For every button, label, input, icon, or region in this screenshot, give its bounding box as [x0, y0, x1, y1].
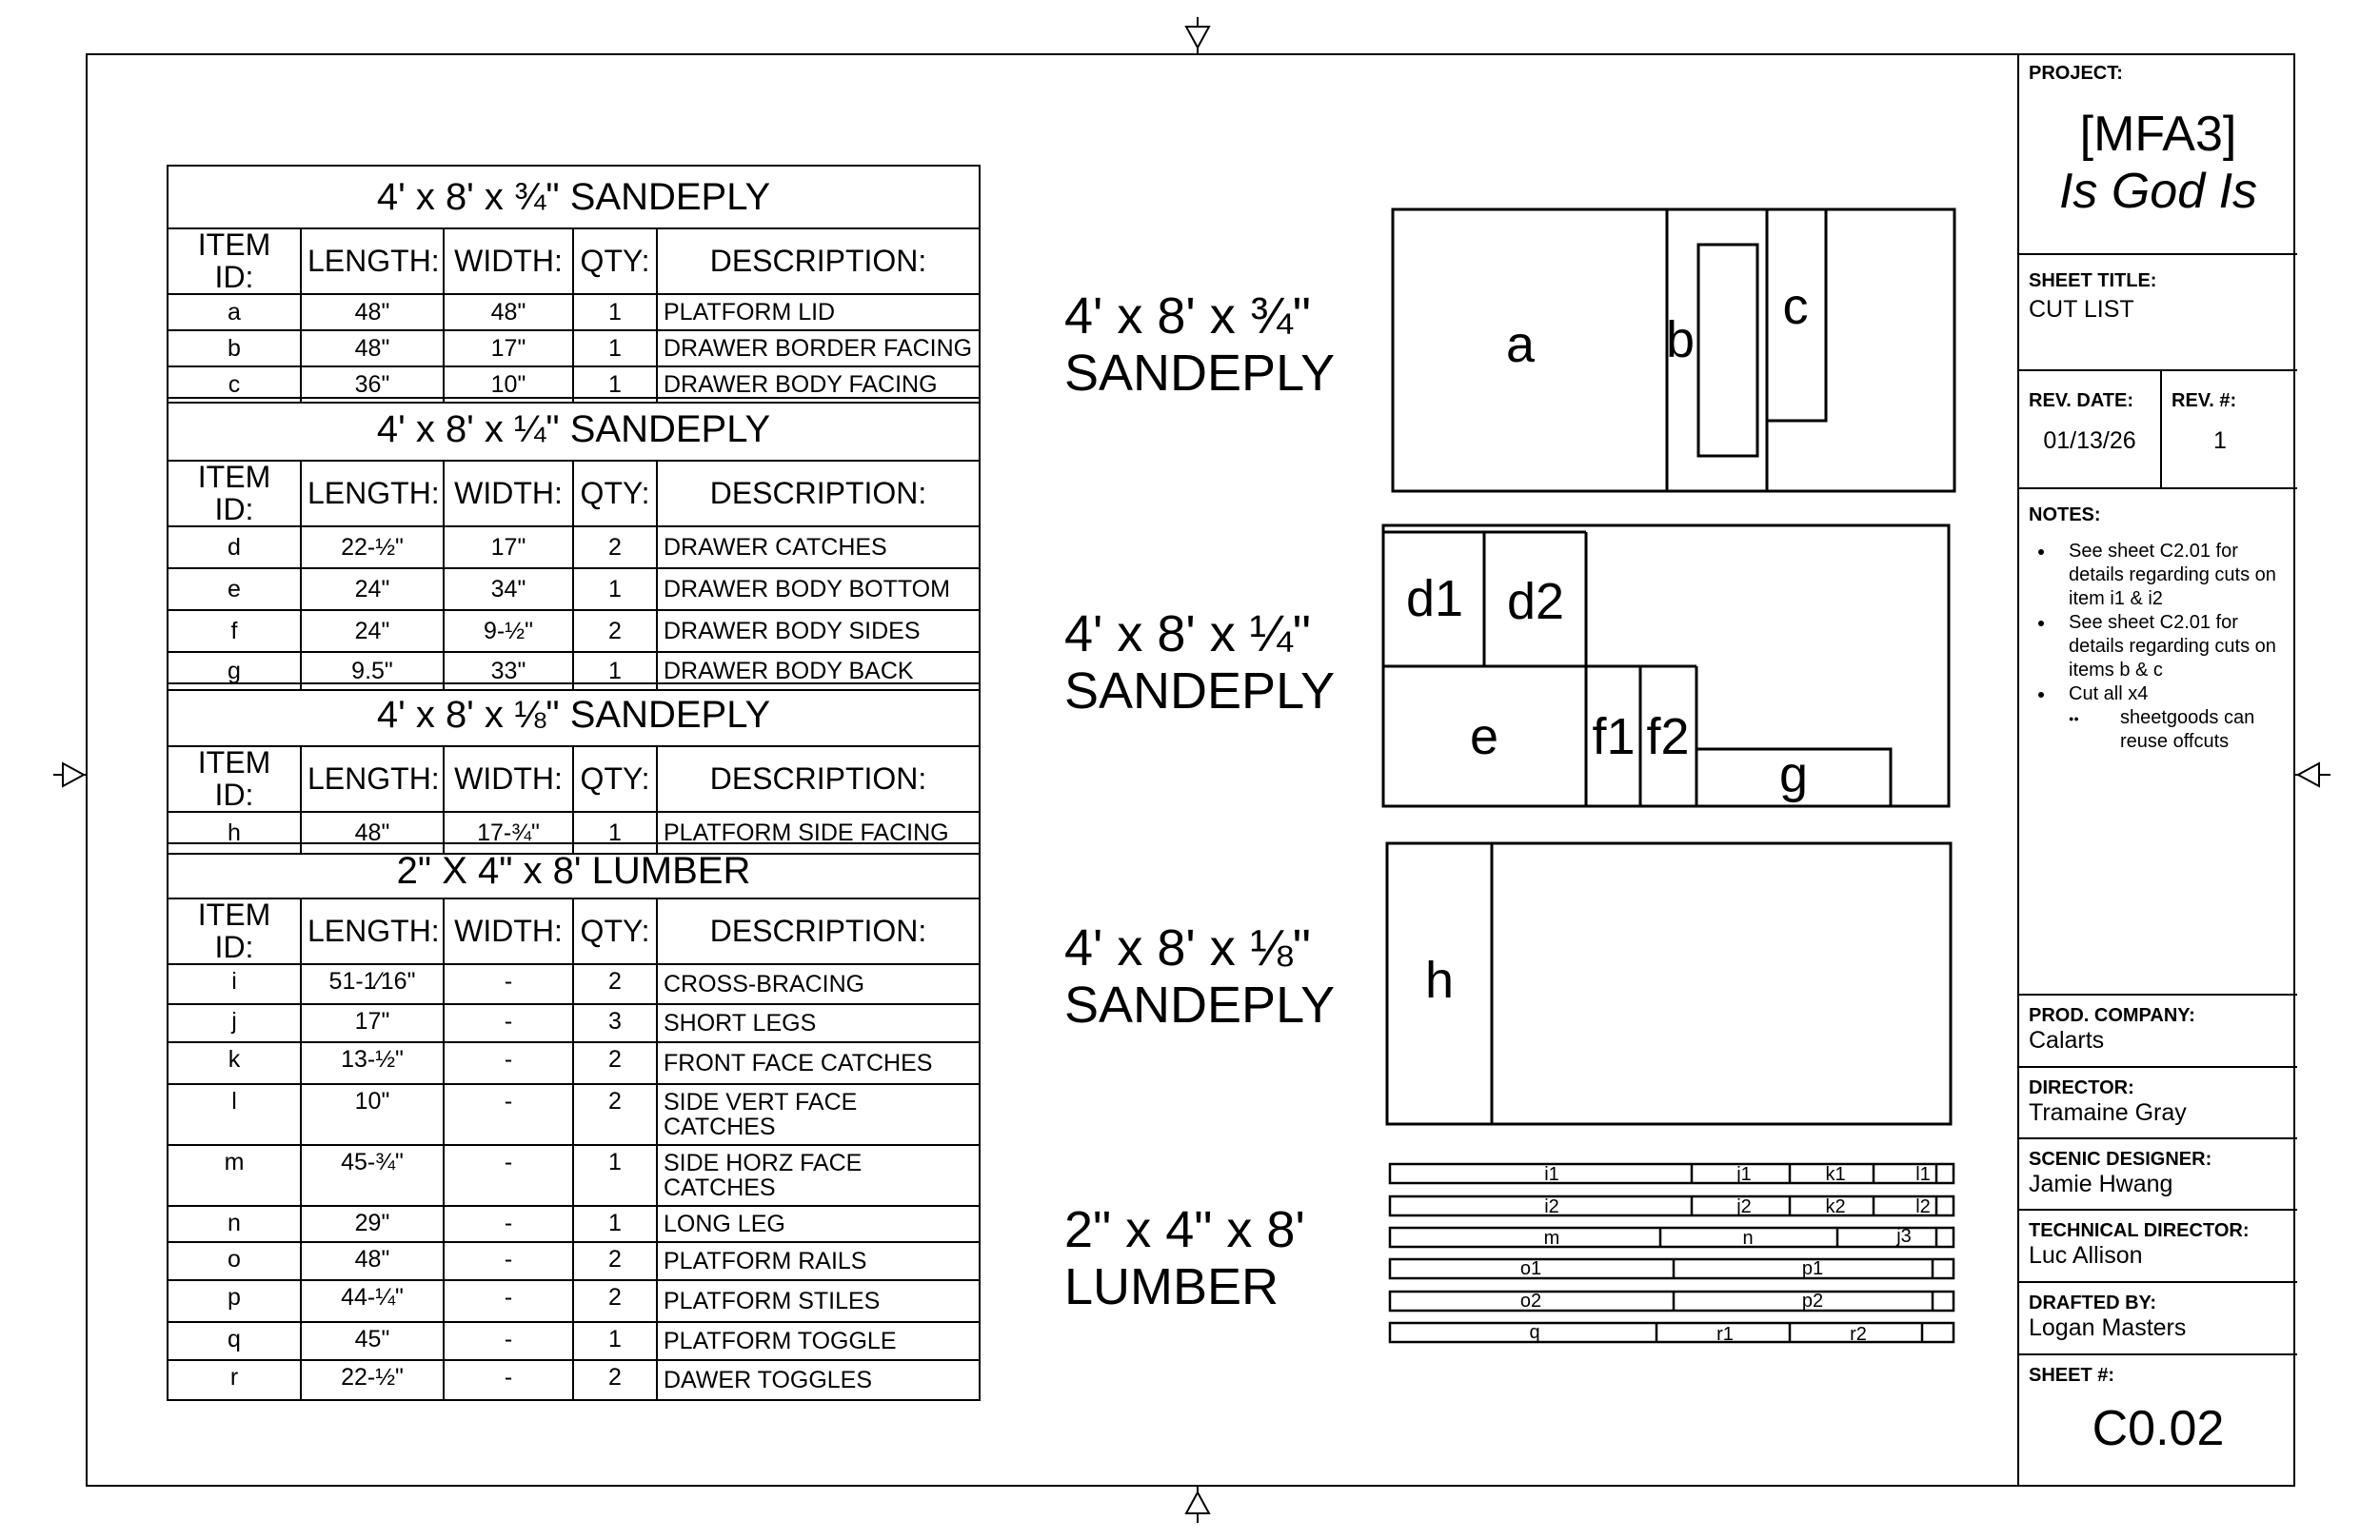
- sheet-title-label: SHEET TITLE:: [2029, 270, 2157, 291]
- stock-label-line: 2" x 4" x 8': [1064, 1201, 1305, 1258]
- cell-length: 36": [301, 366, 444, 403]
- cell-qty: 2: [573, 1084, 657, 1145]
- board-label: n: [1742, 1228, 1754, 1249]
- stock-label-line: 4' x 8' x ⅛": [1064, 919, 1311, 977]
- layout-label-a: a: [1505, 316, 1536, 373]
- col-header-width: WIDTH:: [444, 746, 573, 812]
- cell-length: 51-1⁄16": [301, 964, 444, 1004]
- cell-id: q: [168, 1322, 301, 1360]
- col-header-desc: DESCRIPTION:: [657, 461, 980, 526]
- cell-qty: 3: [573, 1004, 657, 1042]
- sheet-num-label: SHEET #:: [2029, 1365, 2115, 1386]
- technical-director: Luc Allison: [2029, 1242, 2143, 1269]
- cell-desc: PLATFORM SIDE FACING: [657, 812, 980, 854]
- layout-label-d2: d2: [1506, 573, 1565, 630]
- cell-desc: CROSS-BRACING: [657, 964, 980, 1004]
- cell-id: e: [168, 568, 301, 610]
- sheet-num: C0.02: [2092, 1401, 2225, 1456]
- col-header-id: ITEM ID:: [168, 746, 301, 812]
- prod-company: Calarts: [2029, 1027, 2105, 1054]
- cell-id: a: [168, 294, 301, 330]
- board-label: k2: [1825, 1196, 1846, 1217]
- cell-desc: LONG LEG: [657, 1206, 980, 1242]
- board-label: m: [1543, 1228, 1560, 1249]
- cell-qty: 1: [573, 366, 657, 403]
- col-header-width: WIDTH:: [444, 898, 573, 964]
- cell-desc: PLATFORM RAILS: [657, 1242, 980, 1280]
- col-header-qty: QTY:: [573, 461, 657, 526]
- cell-length: 22-½": [301, 526, 444, 568]
- technical-director-label: TECHNICAL DIRECTOR:: [2029, 1220, 2250, 1241]
- cell-qty: 2: [573, 1280, 657, 1322]
- title-block: [2017, 53, 2295, 1487]
- cell-width: -: [444, 1004, 573, 1042]
- cell-qty: 2: [573, 1042, 657, 1084]
- cell-desc: PLATFORM LID: [657, 294, 980, 330]
- col-header-qty: QTY:: [573, 228, 657, 294]
- scenic-designer: Jamie Hwang: [2029, 1171, 2173, 1197]
- stock-label-line: 4' x 8' x ¾": [1064, 287, 1311, 345]
- prod-company-label: PROD. COMPANY:: [2029, 1005, 2195, 1026]
- cell-id: f: [168, 610, 301, 652]
- col-header-desc: DESCRIPTION:: [657, 746, 980, 812]
- cell-width: -: [444, 1084, 573, 1145]
- rev-date-label: REV. DATE:: [2029, 390, 2134, 411]
- note-item: • See sheet C2.01 for details regarding cuts on items b & c: [2055, 611, 2288, 682]
- layout-label-f1: f1: [1592, 708, 1636, 765]
- cell-width: -: [444, 1242, 573, 1280]
- cell-desc: FRONT FACE CATCHES: [657, 1042, 980, 1084]
- cell-width: 10": [444, 366, 573, 403]
- cell-length: 24": [301, 610, 444, 652]
- notes-list: [2029, 540, 2288, 706]
- cell-id: r: [168, 1360, 301, 1400]
- cell-width: -: [444, 1145, 573, 1206]
- notes-label: NOTES:: [2029, 504, 2101, 525]
- cell-length: 48": [301, 294, 444, 330]
- sheet-title-cell: [2019, 255, 2297, 371]
- cell-length: 29": [301, 1206, 444, 1242]
- sheet-title: CUT LIST: [2029, 296, 2134, 323]
- cell-length: 45": [301, 1322, 444, 1360]
- cell-width: 33": [444, 652, 573, 690]
- cell-width: 17": [444, 330, 573, 366]
- col-header-width: WIDTH:: [444, 461, 573, 526]
- section-title: 4' x 8' x ¾" SANDEPLY: [168, 166, 980, 228]
- cell-qty: 2: [573, 526, 657, 568]
- layout-label-e: e: [1469, 708, 1499, 765]
- cell-qty: 1: [573, 812, 657, 854]
- col-header-length: LENGTH:: [301, 746, 444, 812]
- section-title: 4' x 8' x ¼" SANDEPLY: [168, 398, 980, 461]
- board-label: l2: [1915, 1196, 1931, 1217]
- cell-desc: DRAWER BODY FACING: [657, 366, 980, 403]
- piece-b-inner: [1698, 245, 1757, 456]
- col-header-qty: QTY:: [573, 898, 657, 964]
- layout-label-b: b: [1665, 311, 1696, 368]
- section-title: 4' x 8' x ⅛" SANDEPLY: [168, 683, 980, 746]
- cell-desc: SIDE HORZ FACE CATCHES: [657, 1145, 980, 1206]
- cell-id: i: [168, 964, 301, 1004]
- col-header-desc: DESCRIPTION:: [657, 898, 980, 964]
- project-name: Is God Is: [2058, 164, 2258, 219]
- cell-length: 45-¾": [301, 1145, 444, 1206]
- cell-desc: DRAWER BORDER FACING: [657, 330, 980, 366]
- stock-label-line: SANDEPLY: [1064, 345, 1336, 403]
- cell-length: 48": [301, 330, 444, 366]
- cell-desc: PLATFORM STILES: [657, 1280, 980, 1322]
- cell-desc: DRAWER BODY BACK: [657, 652, 980, 690]
- drafted-by-label: DRAFTED BY:: [2029, 1293, 2157, 1313]
- cell-width: -: [444, 1360, 573, 1400]
- cell-qty: 1: [573, 568, 657, 610]
- section-title: 2" X 4" x 8' LUMBER: [168, 843, 980, 898]
- layout-label-d1: d1: [1405, 570, 1464, 627]
- cell-desc: DRAWER BODY BOTTOM: [657, 568, 980, 610]
- rev-num-cell: [2162, 371, 2297, 489]
- col-header-length: LENGTH:: [301, 898, 444, 964]
- director: Tramaine Gray: [2029, 1099, 2187, 1126]
- cell-desc: DRAWER CATCHES: [657, 526, 980, 568]
- note-item: • Cut all x4: [2055, 682, 2288, 706]
- cell-qty: 1: [573, 294, 657, 330]
- cell-id: m: [168, 1145, 301, 1206]
- cell-width: -: [444, 964, 573, 1004]
- cell-qty: 2: [573, 1360, 657, 1400]
- cell-length: 10": [301, 1084, 444, 1145]
- cell-width: 17": [444, 526, 573, 568]
- cell-desc: DAWER TOGGLES: [657, 1360, 980, 1400]
- col-header-desc: DESCRIPTION:: [657, 228, 980, 294]
- cell-id: l: [168, 1084, 301, 1145]
- layout-label-c: c: [1782, 278, 1809, 335]
- cell-id: b: [168, 330, 301, 366]
- col-header-id: ITEM ID:: [168, 898, 301, 964]
- board-label: k1: [1825, 1164, 1846, 1185]
- board-label: j3: [1896, 1226, 1912, 1247]
- scenic-designer-cell: [2019, 1139, 2297, 1211]
- board-label: o2: [1519, 1291, 1542, 1312]
- stock-label-line: 4' x 8' x ¼": [1064, 605, 1311, 662]
- layout-label-g: g: [1778, 746, 1809, 803]
- cell-qty: 1: [573, 330, 657, 366]
- cell-id: c: [168, 366, 301, 403]
- project-cell: [2019, 53, 2297, 255]
- cell-desc: PLATFORM TOGGLE: [657, 1322, 980, 1360]
- cell-qty: 2: [573, 1242, 657, 1280]
- cell-id: d: [168, 526, 301, 568]
- lumber-boards: [1390, 1164, 1954, 1342]
- layout-label-h: h: [1424, 952, 1455, 1009]
- cell-width: 48": [444, 294, 573, 330]
- board-label: q: [1529, 1322, 1540, 1343]
- cell-qty: 1: [573, 1322, 657, 1360]
- board-label: p2: [1801, 1291, 1824, 1312]
- board-label: j2: [1736, 1196, 1752, 1217]
- rev-date-cell: [2019, 371, 2162, 489]
- cell-width: -: [444, 1322, 573, 1360]
- col-header-length: LENGTH:: [301, 228, 444, 294]
- cell-width: 34": [444, 568, 573, 610]
- technical-director-cell: [2019, 1211, 2297, 1283]
- cell-id: h: [168, 812, 301, 854]
- board-label: p1: [1801, 1258, 1824, 1279]
- cell-length: 9.5": [301, 652, 444, 690]
- col-header-id: ITEM ID:: [168, 228, 301, 294]
- cell-length: 48": [301, 812, 444, 854]
- cell-desc: SHORT LEGS: [657, 1004, 980, 1042]
- cell-id: k: [168, 1042, 301, 1084]
- cell-id: j: [168, 1004, 301, 1042]
- stock-label-line: SANDEPLY: [1064, 662, 1336, 721]
- sheet-eighth: [1387, 843, 1951, 1124]
- cell-width: -: [444, 1206, 573, 1242]
- col-header-length: LENGTH:: [301, 461, 444, 526]
- col-header-width: WIDTH:: [444, 228, 573, 294]
- cell-width: -: [444, 1042, 573, 1084]
- director-cell: [2019, 1068, 2297, 1139]
- cell-length: 13-½": [301, 1042, 444, 1084]
- cell-id: o: [168, 1242, 301, 1280]
- layout-label-f2: f2: [1646, 708, 1690, 765]
- cell-qty: 1: [573, 652, 657, 690]
- cell-desc: DRAWER BODY SIDES: [657, 610, 980, 652]
- board-label: l1: [1915, 1164, 1931, 1185]
- project-label: PROJECT:: [2029, 63, 2123, 84]
- cell-length: 24": [301, 568, 444, 610]
- cell-qty: 2: [573, 964, 657, 1004]
- drafted-by-cell: [2019, 1283, 2297, 1355]
- cell-id: g: [168, 652, 301, 690]
- cell-length: 44-¼": [301, 1280, 444, 1322]
- cell-width: -: [444, 1280, 573, 1322]
- note-item: • See sheet C2.01 for details regarding cuts on item i1 & i2: [2055, 540, 2288, 611]
- cell-length: 22-½": [301, 1360, 444, 1400]
- sheet-num-cell: [2019, 1355, 2297, 1485]
- note-sub-item: ●● sheetgoods can reuse offcuts: [2029, 706, 2288, 754]
- col-header-qty: QTY:: [573, 746, 657, 812]
- cell-qty: 1: [573, 1145, 657, 1206]
- director-label: DIRECTOR:: [2029, 1077, 2134, 1098]
- rev-num-label: REV. #:: [2172, 390, 2237, 411]
- cell-qty: 1: [573, 1206, 657, 1242]
- cell-qty: 2: [573, 610, 657, 652]
- cell-width: 17-¾": [444, 812, 573, 854]
- board-label: o1: [1519, 1258, 1542, 1279]
- notes-cell: [2019, 489, 2297, 996]
- board-label: j1: [1736, 1164, 1752, 1185]
- rev-date: 01/13/26: [2043, 427, 2136, 454]
- cell-length: 17": [301, 1004, 444, 1042]
- cell-id: p: [168, 1280, 301, 1322]
- board-label: r1: [1716, 1324, 1734, 1345]
- col-header-id: ITEM ID:: [168, 461, 301, 526]
- board-label: i2: [1544, 1196, 1559, 1217]
- drafted-by: Logan Masters: [2029, 1314, 2187, 1341]
- cell-width: 9-½": [444, 610, 573, 652]
- board-label: r2: [1850, 1324, 1867, 1345]
- scenic-designer-label: SCENIC DESIGNER:: [2029, 1149, 2212, 1170]
- stock-label-line: SANDEPLY: [1064, 977, 1336, 1035]
- project-code: [MFA3]: [2079, 107, 2237, 162]
- cell-length: 48": [301, 1242, 444, 1280]
- board-label: i1: [1544, 1164, 1559, 1185]
- prod-company-cell: [2019, 996, 2297, 1068]
- stock-label-line: LUMBER: [1064, 1258, 1279, 1316]
- cell-desc: SIDE VERT FACE CATCHES: [657, 1084, 980, 1145]
- rev-num: 1: [2213, 427, 2227, 454]
- cell-id: n: [168, 1206, 301, 1242]
